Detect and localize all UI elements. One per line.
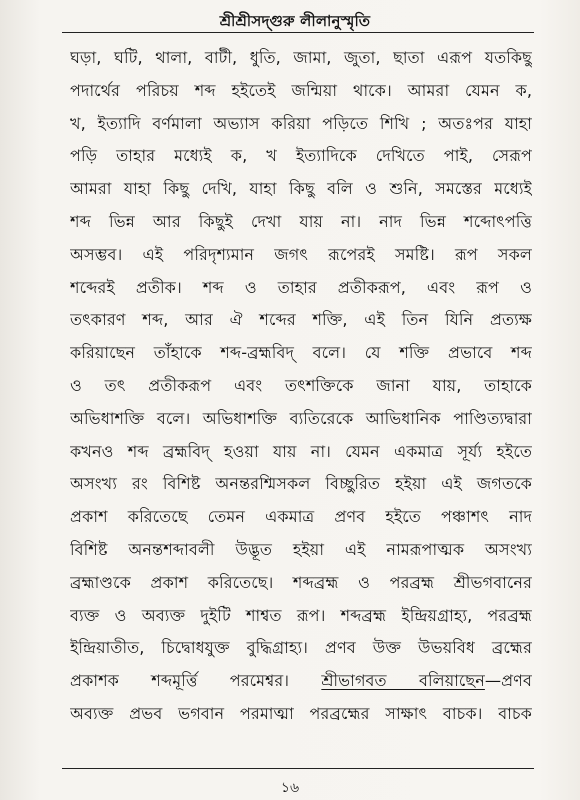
text-segment: প্রকাশক শব্দমূর্ত্তি পরমেশ্বর। xyxy=(70,671,290,691)
text-line: ঘড়া, ঘটি, থালা, বাটী, ধুতি, জামা, জুতা, ছাতা এরূপ যতকিছু xyxy=(70,48,532,67)
text-line: শব্দেরই প্রতীক। শব্দ ও তাহার প্রতীকরূপ, এবং রূপ ও xyxy=(70,277,532,297)
text-line-with-quote xyxy=(70,665,532,698)
text-line: শব্দ ভিন্ন আর কিছুই দেখা যায় না। নাদ ভিন্ন শব্দোৎপত্তি xyxy=(70,211,532,231)
text-line: অসম্ভব। এই পরিদৃশ্যমান জগৎ রূপেরই সমষ্টি। রূপ সকল xyxy=(70,244,532,264)
text-line: অভিধাশক্তি বলে। অভিধাশক্তি ব্যতিরেকে আভিধানিক পাণ্ডিত্যদ্বারা xyxy=(70,408,532,428)
text-line: বিশিষ্ট অনন্তশব্দাবলী উদ্ভূত হইয়া এই নামরূপাত্মক অসংখ্য xyxy=(70,539,532,559)
text-line: তৎকারণ শব্দ, আর ঐ শব্দের শক্তি, এই তিন যিনি প্রত্যক্ষ xyxy=(70,310,532,330)
text-line: পড়ি তাহার মধ্যেই ক, খ ইত্যাদিকে দেখিতে পাই, সেরূপ xyxy=(70,146,532,166)
text-line: করিয়াছেন তাঁহাকে শব্দ-ব্রহ্মবিদ্ বলে। যে শক্তি প্রভাবে শব্দ xyxy=(70,343,532,363)
text-line: আমরা যাহা কিছু দেখি, যাহা কিছু বলি ও শুনি, সমস্তের মধ্যেই xyxy=(70,179,532,199)
header-rule xyxy=(62,32,534,33)
body-text xyxy=(70,42,532,731)
text-segment: —প্রণব xyxy=(484,671,532,691)
page-number: ১৬ xyxy=(280,780,300,796)
text-line: খ, ইত্যাদি বর্ণমালা অভ্যাস করিয়া পড়িতে শিখি ; অতঃপর যাহা xyxy=(70,113,532,133)
text-line: অসংখ্য রং বিশিষ্ট অনন্তরশ্মিসকল বিচ্ছুরিত হইয়া এই জগতকে xyxy=(70,474,532,494)
underlined-citation: শ্রীভাগবত বলিয়াছেন xyxy=(321,671,485,691)
footer-rule xyxy=(62,768,534,769)
text-line: প্রকাশ করিতেছে তেমন একমাত্র প্রণব হইতে পঞ্চাশৎ নাদ xyxy=(70,507,532,527)
text-line: ইন্দ্রিয়াতীত, চিদ্বোধযুক্ত বুদ্ধিগ্রাহ্য। প্রণব উক্ত উভয়বিধ ব্রহ্মের xyxy=(70,638,532,658)
text-line: ব্রহ্মাণ্ডকে প্রকাশ করিতেছে। শব্দব্রহ্ম ও পরব্রহ্ম শ্রীভগবানের xyxy=(70,572,532,592)
text-line: ও তৎ প্রতীকরূপ এবং তৎশক্তিকে জানা যায়, তাহাকে xyxy=(70,375,532,395)
text-line: ব্যক্ত ও অব্যক্ত দুইটি শাশ্বত রূপ। শব্দব্রহ্ম ইন্দ্রিয়গ্রাহ্য, পরব্রহ্ম xyxy=(70,605,532,625)
running-header: শ্রীশ্রীসদ্গুরু লীলানুস্মৃতি xyxy=(219,12,371,30)
text-line: কখনও শব্দ ব্রহ্মবিদ্ হওয়া যায় না। যেমন একমাত্র সূর্য্য হইতে xyxy=(70,441,532,461)
text-line: পদার্থের পরিচয় শব্দ হইতেই জন্মিয়া থাকে। আমরা যেমন ক, xyxy=(70,80,532,100)
text-line: অব্যক্ত প্রভব ভগবান পরমাত্মা পরব্রহ্মের সাক্ষাৎ বাচক। বাচক xyxy=(70,703,532,723)
